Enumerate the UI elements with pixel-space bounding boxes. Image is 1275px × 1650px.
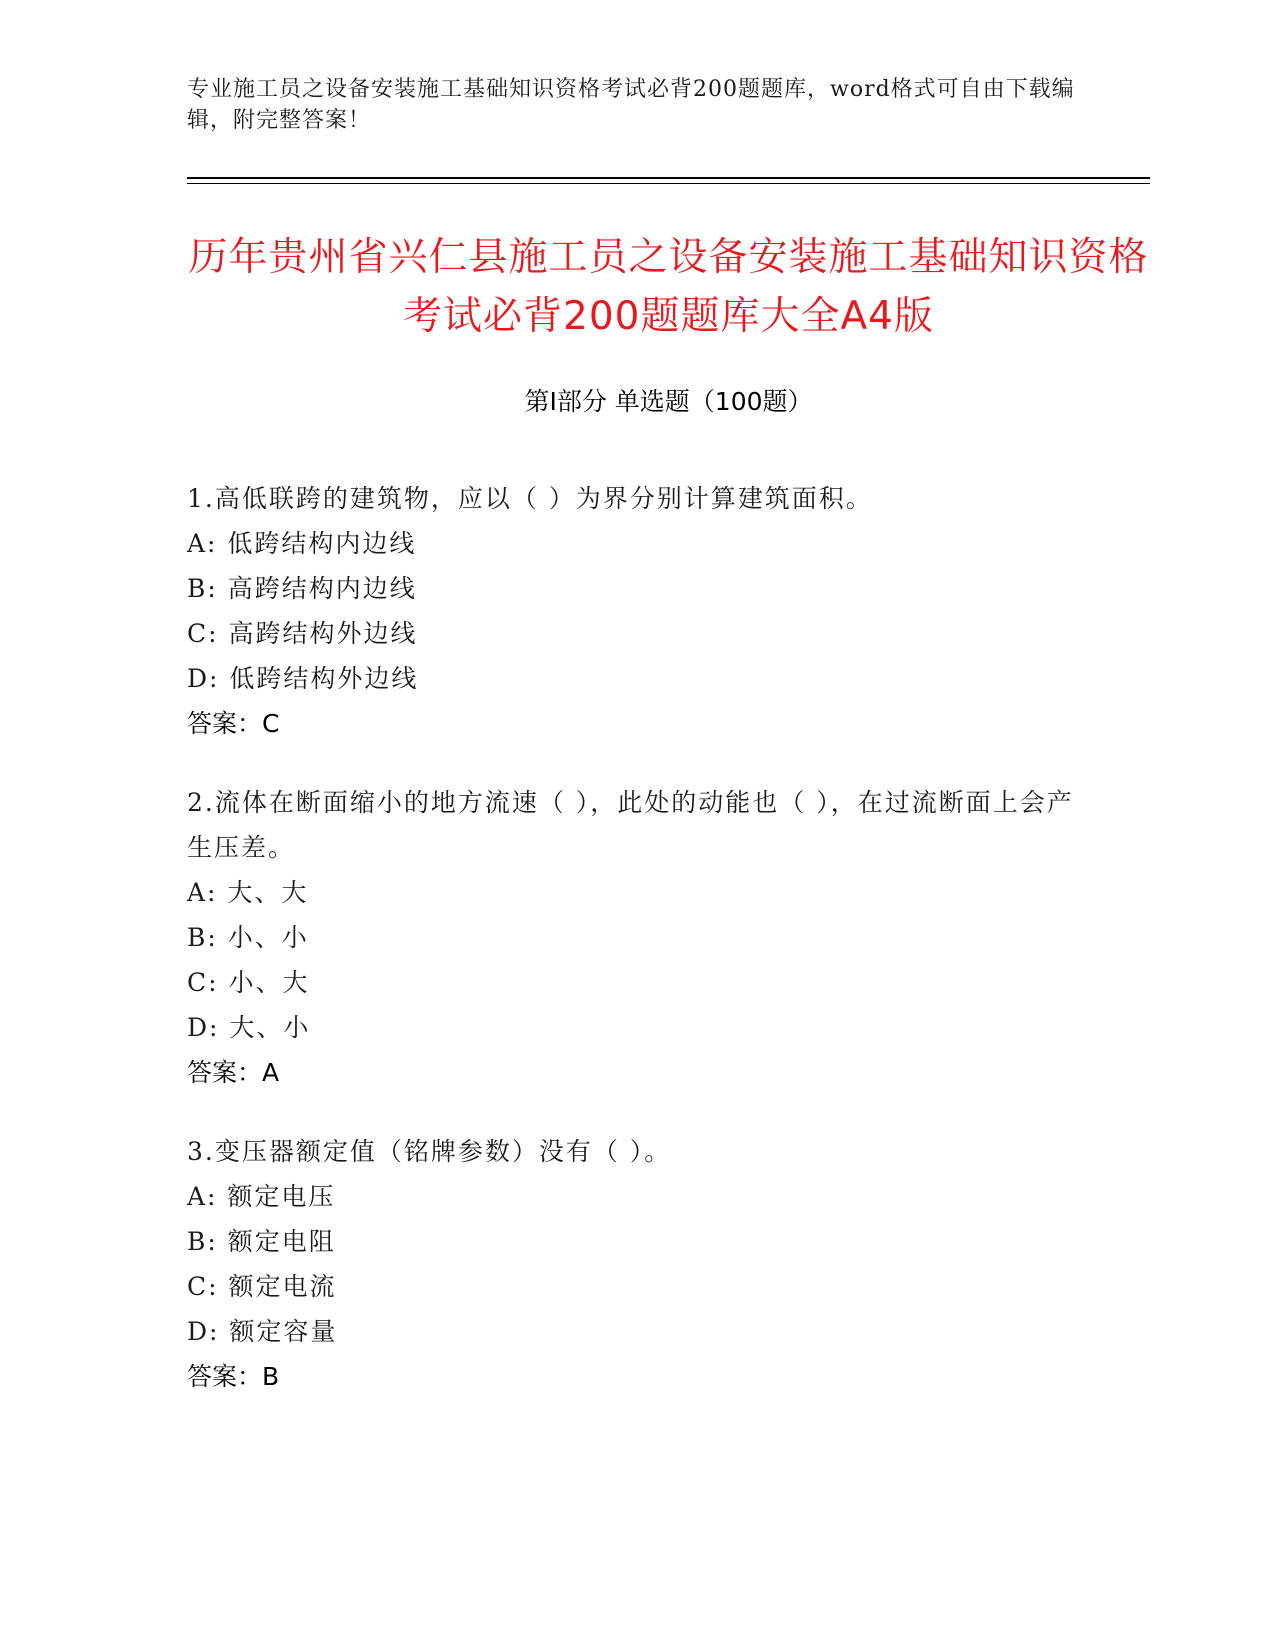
- header-note: 专业施工员之设备安装施工基础知识资格考试必背200题题库，word格式可自由下载编辑，附完整答案！: [187, 77, 1075, 133]
- option-c: C: 额定电流: [187, 1272, 337, 1301]
- question-2: [187, 780, 1087, 1095]
- question-list: [187, 476, 1087, 1433]
- option-b: B: 额定电阻: [187, 1227, 336, 1256]
- header-rule-thick: [187, 177, 1150, 179]
- option-a: A: 额定电压: [187, 1182, 336, 1211]
- question-1: [187, 476, 1087, 746]
- option-d: D: 低跨结构外边线: [187, 664, 419, 693]
- option-c: C: 高跨结构外边线: [187, 619, 418, 648]
- question-stem: 2.流体在断面缩小的地方流速（ ），此处的动能也（ ），在过流断面上会产生压差。: [187, 788, 1074, 862]
- option-b: B: 小、小: [187, 923, 309, 952]
- option-a: A: 大、大: [187, 878, 309, 907]
- document-title: 历年贵州省兴仁县施工员之设备安装施工基础知识资格考试必背200题题库大全A4版: [188, 235, 1149, 339]
- answer: 答案：C: [187, 709, 280, 738]
- header-rule-thin: [187, 183, 1150, 184]
- answer: 答案：B: [187, 1362, 280, 1391]
- question-3: [187, 1129, 1087, 1399]
- answer: 答案：A: [187, 1058, 280, 1087]
- question-stem: 3.变压器额定值（铭牌参数）没有（ ）。: [187, 1137, 672, 1166]
- option-d: D: 额定容量: [187, 1317, 338, 1346]
- option-b: B: 高跨结构内边线: [187, 574, 417, 603]
- option-c: C: 小、大: [187, 968, 310, 997]
- option-a: A: 低跨结构内边线: [187, 529, 417, 558]
- option-d: D: 大、小: [187, 1013, 311, 1042]
- section-title: 第Ⅰ部分 单选题（100题）: [524, 387, 813, 416]
- question-stem: 1.高低联跨的建筑物，应以（ ）为界分别计算建筑面积。: [187, 484, 873, 513]
